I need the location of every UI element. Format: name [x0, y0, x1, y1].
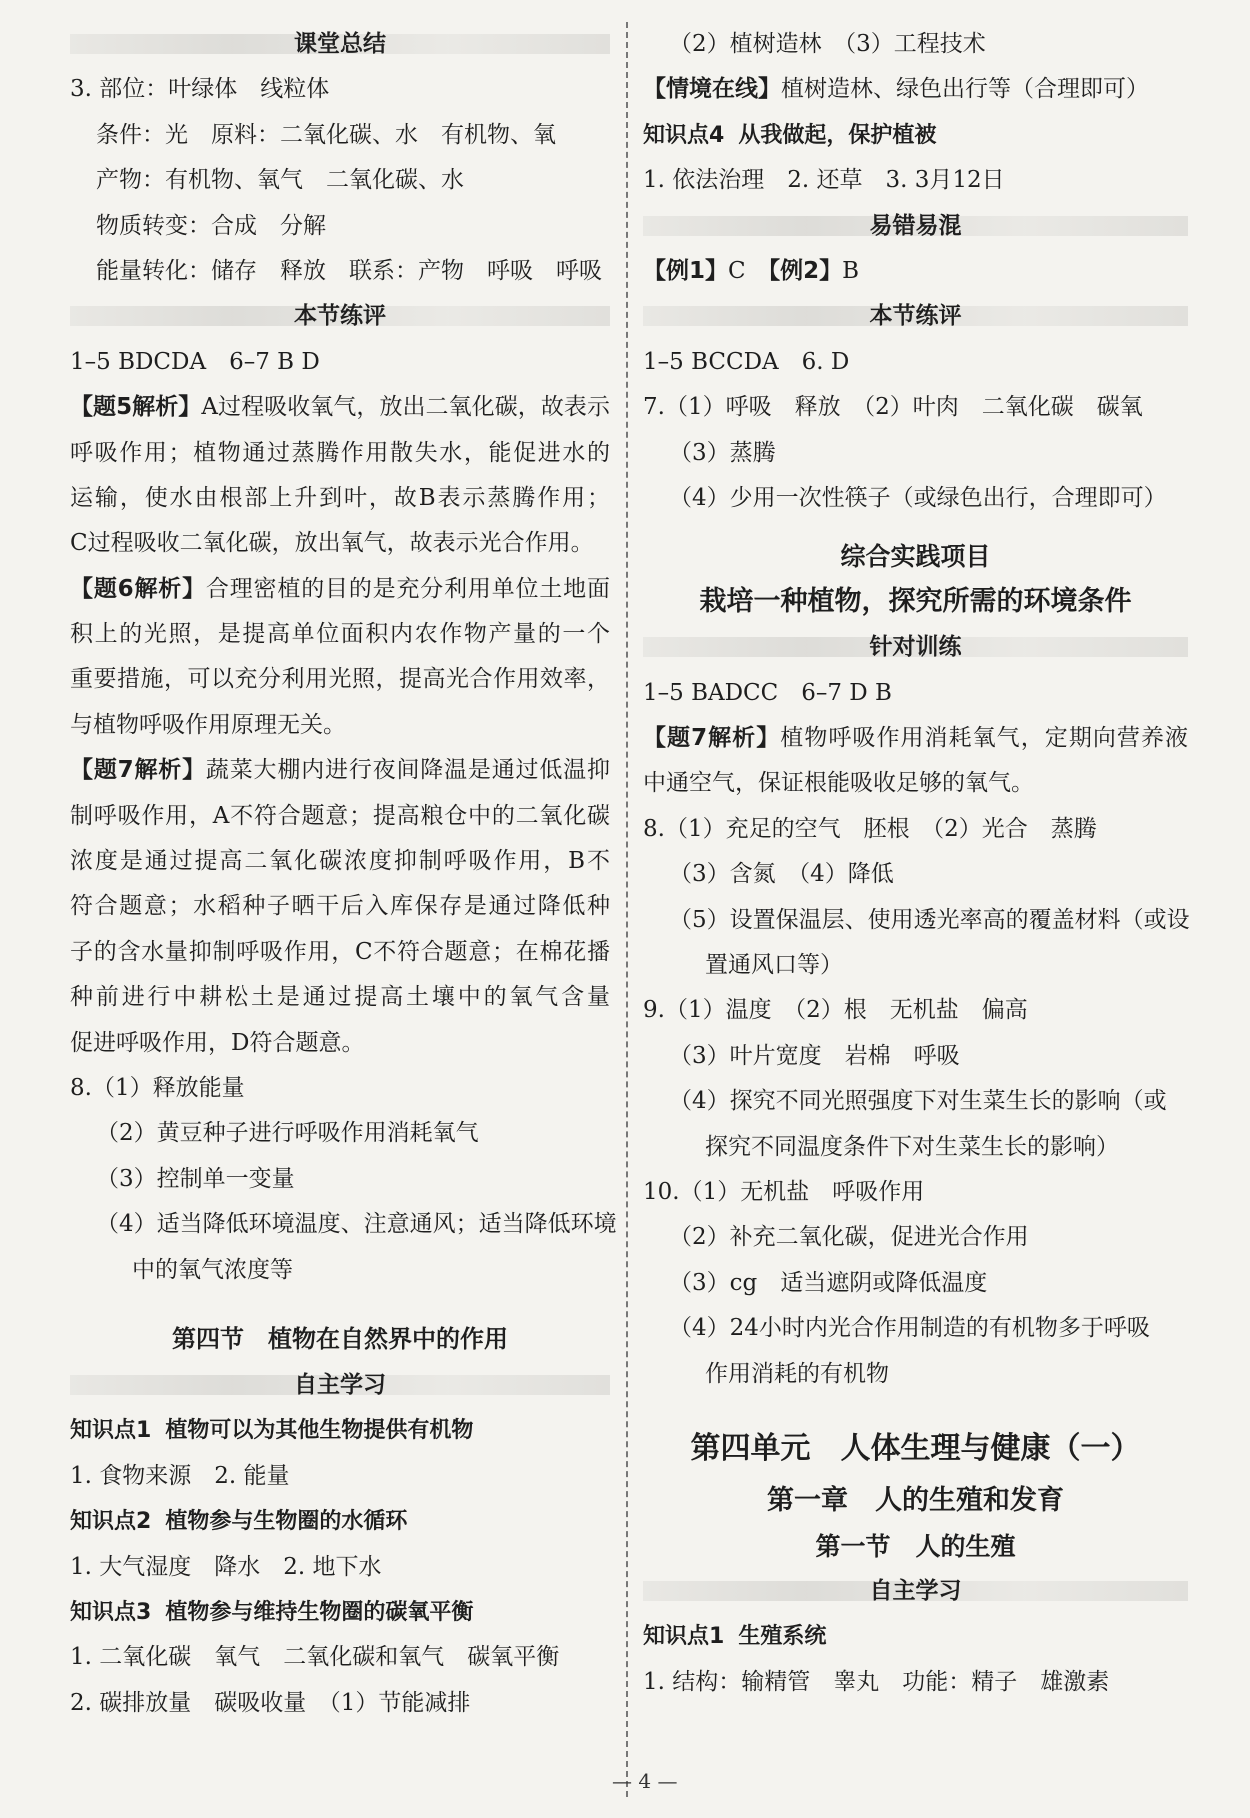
- kp-text: 植物参与生物圈的水循环: [165, 1509, 408, 1535]
- bracket-label: 【题7解析】: [643, 725, 781, 752]
- text-line: [70, 975, 610, 1020]
- text-line: [70, 1157, 610, 1202]
- text-line: [643, 898, 1188, 943]
- text-line: [70, 1111, 610, 1156]
- line-text: 9.（1）温度 （2）根 无机盐 偏高: [643, 997, 1028, 1024]
- text-line: [70, 158, 610, 203]
- text-line: [643, 671, 1188, 716]
- text-line: [643, 1125, 1188, 1170]
- self-study-heading: 自主学习: [70, 1363, 610, 1408]
- line-text: 能量转化：储存 释放 联系：产物 呼吸 呼吸: [96, 257, 602, 284]
- text-line: [643, 1170, 1188, 1215]
- text-line: [70, 839, 610, 884]
- line-text: 促进呼吸作用，D符合题意。: [70, 1029, 365, 1056]
- line-text: 1. 二氧化碳 氧气 二氧化碳和氧气 碳氧平衡: [70, 1644, 560, 1671]
- line-text: 10.（1）无机盐 呼吸作用: [643, 1178, 925, 1205]
- kp-label: 知识点1: [70, 1418, 152, 1444]
- text-line: [70, 657, 610, 702]
- heading-text: 本节练评: [869, 303, 962, 330]
- line-text: 1. 依法治理 2. 还草 3. 3月12日: [643, 167, 1005, 194]
- text-line: [70, 1545, 610, 1590]
- line-text: 1. 食物来源 2. 能量: [70, 1462, 290, 1489]
- heading-text: 易错易混: [869, 212, 962, 239]
- bracket-label: 【题7解析】: [70, 757, 206, 784]
- text-line: [70, 1202, 617, 1247]
- text-line: [70, 884, 610, 929]
- text-line: [643, 22, 1188, 67]
- line-text: （3）cg 适当遮阴或降低温度: [669, 1269, 988, 1296]
- line-text: 条件：光 原料：二氧化碳、水 有机物、氧: [96, 121, 556, 148]
- knowledge-point: [70, 1408, 610, 1453]
- section-heading: [70, 22, 610, 67]
- text-line: [70, 113, 610, 158]
- page-number: — 4 —: [612, 1769, 678, 1793]
- text-line: [643, 1034, 1188, 1079]
- text-line: [70, 703, 610, 748]
- text-line: [70, 1021, 610, 1066]
- text-line: [70, 1454, 610, 1499]
- left-items: [70, 1408, 610, 1726]
- line-text: 合理密植的目的是充分利用单位土地面: [205, 575, 611, 602]
- line-text: （4）探究不同光照强度下对生菜生长的影响（或: [669, 1088, 1167, 1115]
- text-line: [70, 748, 610, 793]
- text-line: [643, 1079, 1188, 1124]
- text-line: [70, 521, 610, 566]
- heading-text: 课堂总结: [294, 31, 386, 57]
- text-line: [70, 340, 610, 385]
- text-line: [70, 1066, 610, 1111]
- text-line: [643, 67, 1188, 112]
- line-text: 植树造林、绿色出行等（合理即可）: [781, 76, 1149, 103]
- bracket-label: 【题6解析】: [70, 575, 206, 602]
- line-text: （2）植树造林 （3）工程技术: [669, 31, 986, 57]
- left-lines: [70, 22, 617, 1293]
- line-text: 1–5 BCCDA 6. D: [643, 348, 850, 375]
- line-text: A过程吸收氧气，放出二氧化碳，故表示: [201, 394, 610, 421]
- text-line: [70, 1248, 610, 1293]
- line-text: 3. 部位：叶绿体 线粒体: [70, 76, 330, 103]
- section-title-4: 第四节 植物在自然界中的作用: [172, 1324, 508, 1353]
- right-column: [643, 22, 1188, 1705]
- text-line: [643, 340, 1188, 385]
- text-line: [643, 943, 1188, 988]
- line-text: （3）叶片宽度 岩棉 呼吸: [669, 1042, 960, 1069]
- kp-label: 知识点4: [643, 122, 725, 148]
- text-line: [70, 794, 610, 839]
- section-heading: [643, 294, 1188, 339]
- kp-label: 知识点2: [70, 1509, 152, 1535]
- knowledge-point: [70, 1590, 610, 1635]
- line-text: 1–5 BDCDA 6–7 B D: [70, 348, 320, 375]
- line-text: 8.（1）充足的空气 胚根 （2）光合 蒸腾: [643, 815, 1097, 842]
- text-line: [70, 385, 610, 430]
- line-text: 产物：有机物、氧气 二氧化碳、水: [96, 167, 464, 194]
- text-line: [643, 385, 1188, 430]
- line-text: 呼吸作用；植物通过蒸腾作用散失水，能促进水的: [70, 439, 610, 466]
- kp-text: 从我做起，保护植被: [738, 122, 937, 148]
- text-line: [70, 249, 610, 294]
- knowledge-point: [643, 113, 1188, 158]
- line-text: 符合题意；水稻种子晒干后入库保存是通过降低种: [70, 893, 610, 920]
- text-line: [70, 930, 610, 975]
- line-text: （3）含氮 （4）降低: [669, 861, 894, 888]
- text-line: [643, 476, 1188, 521]
- section-heading: [70, 294, 610, 339]
- left-column: [70, 22, 617, 1726]
- text-line: [70, 1681, 610, 1726]
- right-lines: [643, 22, 1188, 521]
- text-line: [70, 612, 610, 657]
- text-line: [643, 431, 1188, 476]
- text-line: [70, 67, 610, 112]
- line-text: 与植物呼吸作用原理无关。: [70, 711, 346, 738]
- kp-text: 生殖系统: [738, 1624, 827, 1650]
- knowledge-point-1: [643, 1614, 1188, 1659]
- text-line: [643, 1215, 1188, 1260]
- text-line: [643, 807, 1188, 852]
- text-line: [643, 158, 1188, 203]
- line-text: 浓度是通过提高二氧化碳浓度抑制呼吸作用，B不: [70, 848, 610, 875]
- text-line: [70, 1635, 610, 1680]
- line-text: （2）黄豆种子进行呼吸作用消耗氧气: [96, 1120, 479, 1147]
- line-text: 作用消耗的有机物: [705, 1360, 889, 1387]
- answer-line: 1. 结构：输精管 睾丸 功能：精子 雄激素: [643, 1668, 1110, 1695]
- line-text: C过程吸收二氧化碳，放出氧气，故表示光合作用。: [70, 530, 594, 557]
- right-lines-2: [643, 671, 1188, 1397]
- text-line: [70, 431, 610, 476]
- section-heading: [643, 204, 1188, 249]
- chapter-title: 第一章 人的生殖和发育: [767, 1484, 1064, 1516]
- line-text: 1. 大气湿度 降水 2. 地下水: [70, 1553, 382, 1580]
- line-text: 中通空气，保证根能吸收足够的氧气。: [643, 770, 1034, 797]
- knowledge-point: [70, 1499, 610, 1544]
- line-text: 中的氧气浓度等: [132, 1256, 293, 1283]
- line-text: （3）蒸腾: [669, 439, 776, 466]
- line-text: （4）适当降低环境温度、注意通风；适当降低环境: [96, 1211, 617, 1238]
- unit-title: 第四单元 人体生理与健康（一）: [690, 1430, 1141, 1466]
- self-study-heading-right: 自主学习: [643, 1569, 1188, 1614]
- section-title-1: 第一节 人的生殖: [815, 1531, 1016, 1561]
- answer-text: B: [842, 257, 860, 284]
- line-text: 蔬菜大棚内进行夜间降温是通过低温抑: [205, 757, 611, 784]
- text-line: [70, 567, 610, 612]
- text-line: [643, 1306, 1188, 1351]
- line-text: （3）控制单一变量: [96, 1165, 295, 1192]
- bracket-label: 【题5解析】: [70, 394, 202, 421]
- line-text: 重要措施，可以充分利用光照，提高光合作用效率，: [70, 666, 610, 693]
- line-text: （4）少用一次性筷子（或绿色出行，合理即可）: [669, 484, 1167, 511]
- line-text: 植物呼吸作用消耗氧气，定期向营养液: [780, 725, 1188, 752]
- line-text: 8.（1）释放能量: [70, 1074, 245, 1101]
- line-text: 子的含水量抑制呼吸作用，C不符合题意；在棉花播: [70, 938, 610, 965]
- line-text: 积上的光照，是提高单位面积内农作物产量的一个: [70, 621, 610, 648]
- kp-label: 知识点3: [70, 1599, 152, 1625]
- line-text: 探究不同温度条件下对生菜生长的影响）: [705, 1133, 1119, 1160]
- kp-text: 植物参与维持生物圈的碳氧平衡: [165, 1599, 474, 1625]
- text-line: [70, 476, 610, 521]
- line-text: （5）设置保温层、使用透光率高的覆盖材料（或设: [669, 906, 1190, 933]
- example-answers: [643, 249, 1188, 294]
- column-divider: [626, 22, 628, 1797]
- bracket-label: 【情境在线】: [643, 76, 781, 103]
- text-line: [643, 1352, 1188, 1397]
- line-text: 2. 碳排放量 碳吸收量 （1）节能减排: [70, 1689, 471, 1716]
- line-text: 运输，使水由根部上升到叶，故B表示蒸腾作用；: [70, 484, 610, 511]
- line-text: 物质转变：合成 分解: [96, 212, 326, 239]
- heading-text: 本节练评: [294, 303, 386, 330]
- bracket-label: 【例1】: [643, 257, 729, 284]
- project-title: 综合实践项目: [840, 542, 991, 572]
- line-text: 种前进行中耕松土是通过提高土壤中的氧气含量: [70, 984, 610, 1011]
- bracket-label: 【例2】: [768, 257, 843, 284]
- text-line: [70, 204, 610, 249]
- line-text: 1–5 BADCC 6–7 D B: [643, 679, 892, 706]
- text-line: [643, 716, 1188, 761]
- line-text: 置通风口等）: [705, 952, 843, 979]
- text-line: [643, 761, 1188, 806]
- project-subtitle: 栽培一种植物，探究所需的环境条件: [699, 586, 1132, 618]
- training-heading: 针对训练: [643, 625, 1188, 670]
- line-text: 制呼吸作用，A不符合题意；提高粮仓中的二氧化碳: [70, 802, 610, 829]
- answer-text: C: [728, 257, 769, 284]
- kp-label: 知识点1: [643, 1624, 725, 1650]
- text-line: [643, 852, 1188, 897]
- line-text: （4）24小时内光合作用制造的有机物多于呼吸: [669, 1315, 1150, 1342]
- line-text: （2）补充二氧化碳，促进光合作用: [669, 1224, 1029, 1251]
- text-line: [643, 1261, 1188, 1306]
- kp-text: 植物可以为其他生物提供有机物: [165, 1418, 474, 1444]
- line-text: 7.（1）呼吸 释放 （2）叶肉 二氧化碳 碳氧: [643, 394, 1143, 421]
- text-line: [643, 988, 1188, 1033]
